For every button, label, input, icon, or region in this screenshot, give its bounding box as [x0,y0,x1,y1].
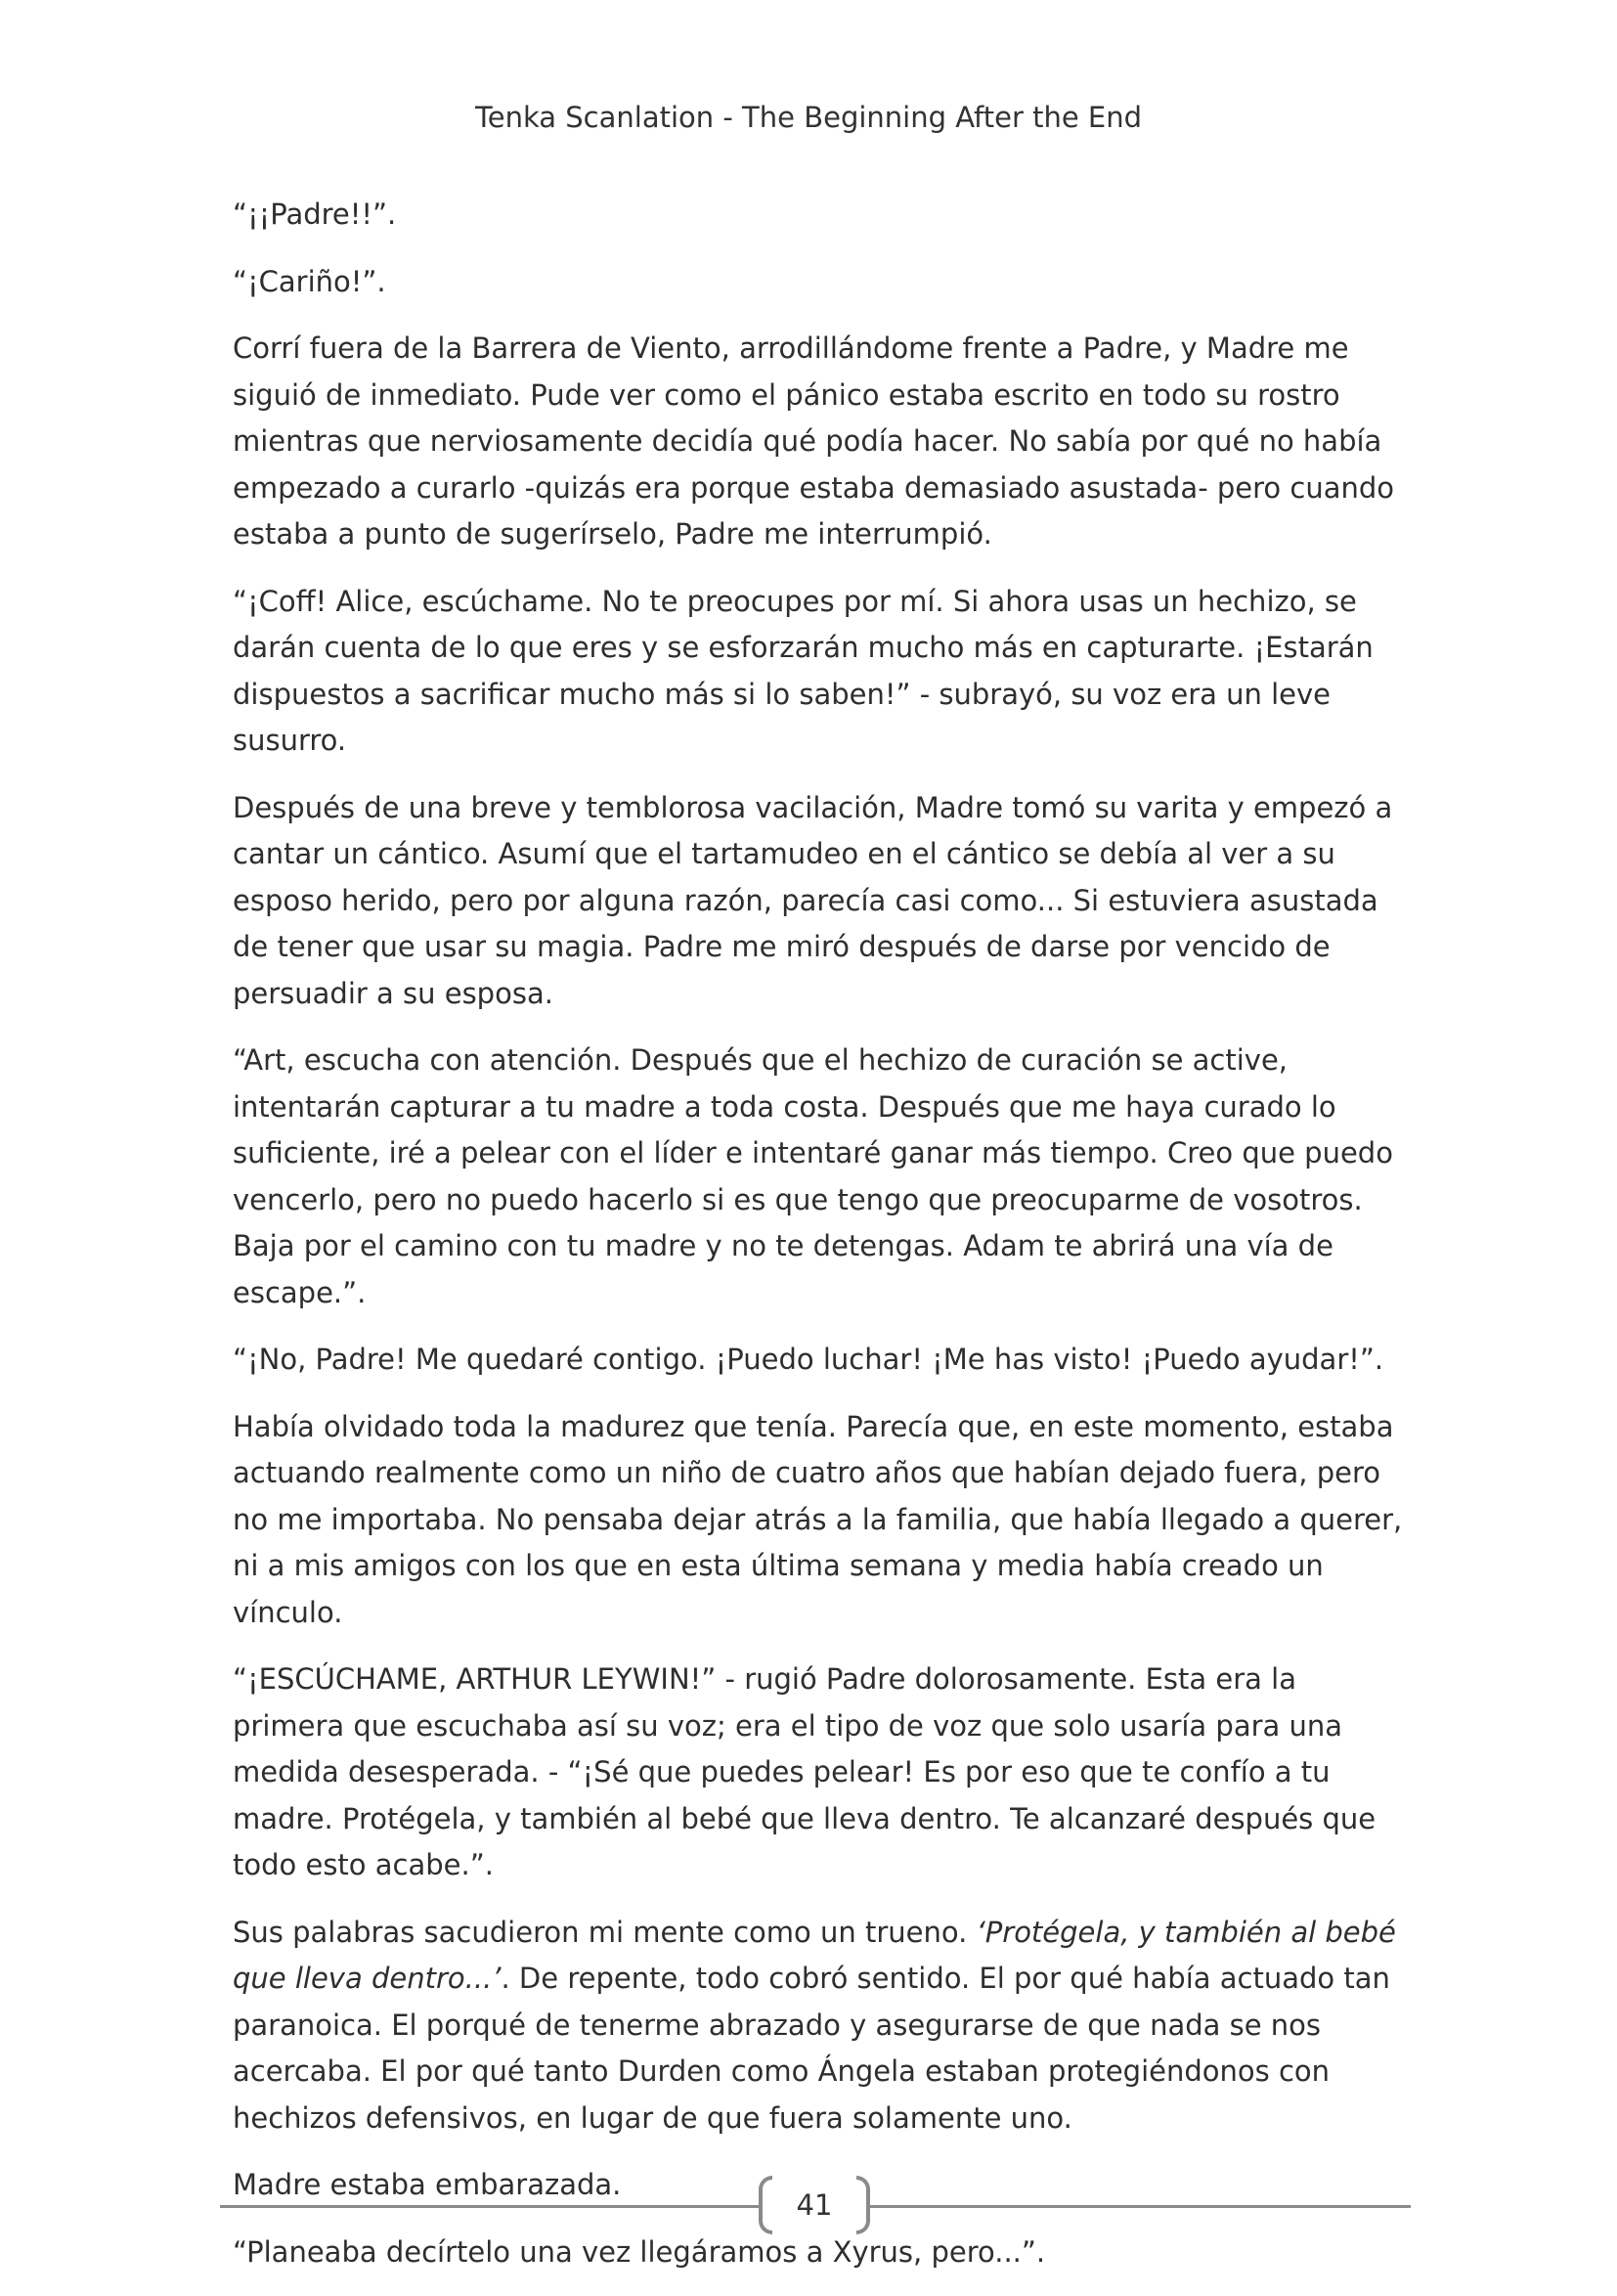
paragraph-1: “¡¡Padre!!”. [233,198,397,231]
paragraph-2: “¡Cariño!”. [233,264,386,298]
paragraph-3: Corrí fuera de la Barrera de Viento, arrodillándome frente a Padre, y Madre me siguió de inmediato. Pude ver como el pánico estaba escrito en todo su rostro mientras que nerviosamente decidía qué podía hacer. No sabía por qué no había empezado a curarlo -quizás era porque estaba demasiado asustada- pero cuando estaba a punto de sugerírselo, Padre me interrumpió. [233,331,1395,551]
paragraph-9: “¡ESCÚCHAME, ARTHUR LEYWIN!” - rugió Padre dolorosamente. Esta era la primera que escuchaba así su voz; era el tipo de voz que solo usaría para una medida desesperada. - “¡Sé que puedes pelear! Es por eso que te confío a tu madre. Protégela, y también al bebé que lleva dentro. Te alcanzaré después que todo esto acabe.”. [233,1662,1377,1881]
paragraph-10-end: . De repente, todo cobró sentido. El por qué había actuado tan paranoica. El porqué de tenerme abrazado y asegurarse de que nada se nos acercaba. El por qué tanto Durden como Ángela estaban protegiéndonos con hechizos defensivos, en lugar de que fuera solamente uno. [233,1962,1390,2135]
paragraph-5: Después de una breve y temblorosa vacilación, Madre tomó su varita y empezó a cantar un cántico. Asumí que el tartamudeo en el cántico se debía al ver a su esposo herido, pero por alguna razón, parecía casi como... Si estuviera asustada de tener que usar su magia. Padre me miró después de darse por vencido de persuadir a su esposa. [233,790,1393,1010]
paragraph-8: Había olvidado toda la madurez que tenía. Parecía que, en este momento, estaba actuando realmente como un niño de cuatro años que habían dejado fuera, pero no me importaba. No pensaba dejar atrás a la familia, que había llegado a querer, ni a mis amigos con los que en esta última semana y media había creado un vínculo. [233,1409,1403,1629]
paragraph-10 [233,1910,1406,2142]
footer-rule-right [868,2205,1411,2208]
italic-quote: ‘Protégela, y también al bebé que lleva dentro...’ [233,1915,1396,1995]
running-header: Tenka Scanlation - The Beginning After the End [474,101,1143,134]
page-footer [0,2146,1617,2225]
paragraph-4: “¡Coff! Alice, escúchame. No te preocupes por mí. Si ahora usas un hechizo, se darán cuenta de lo que eres y se esforzarán mucho más en capturarte. ¡Estarán dispuestos a sacrificar mucho más si lo saben!” - subrayó, su voz era un leve susurro. [233,584,1374,757]
footer-rule-left [220,2205,760,2208]
left-bracket [759,2176,772,2234]
paragraph-6: “Art, escucha con atención. Después que el hechizo de curación se active, intentarán capturar a tu madre a toda costa. Después que me haya curado lo suficiente, iré a pelear con el líder e intentaré ganar más tiempo. Creo que puedo vencerlo, pero no puedo hacerlo si es que tengo que preocuparme de vosotros. Baja por el camino con tu madre y no te detengas. Adam te abrirá una vía de escape.”. [233,1043,1393,1309]
paragraph-11: Madre estaba embarazada. [233,2168,622,2201]
chapter-body [233,192,1406,2296]
paragraph-12: “Planeaba decírtelo una vez llegáramos a Xyrus, pero...”. [233,2234,1046,2269]
paragraph-7: “¡No, Padre! Me quedaré contigo. ¡Puedo luchar! ¡Me has visto! ¡Puedo ayudar!”. [233,1343,1384,1376]
page-number: 41 [796,2188,833,2222]
paragraph-10-start: Sus palabras sacudieron mi mente como un trueno. [233,1915,977,1949]
